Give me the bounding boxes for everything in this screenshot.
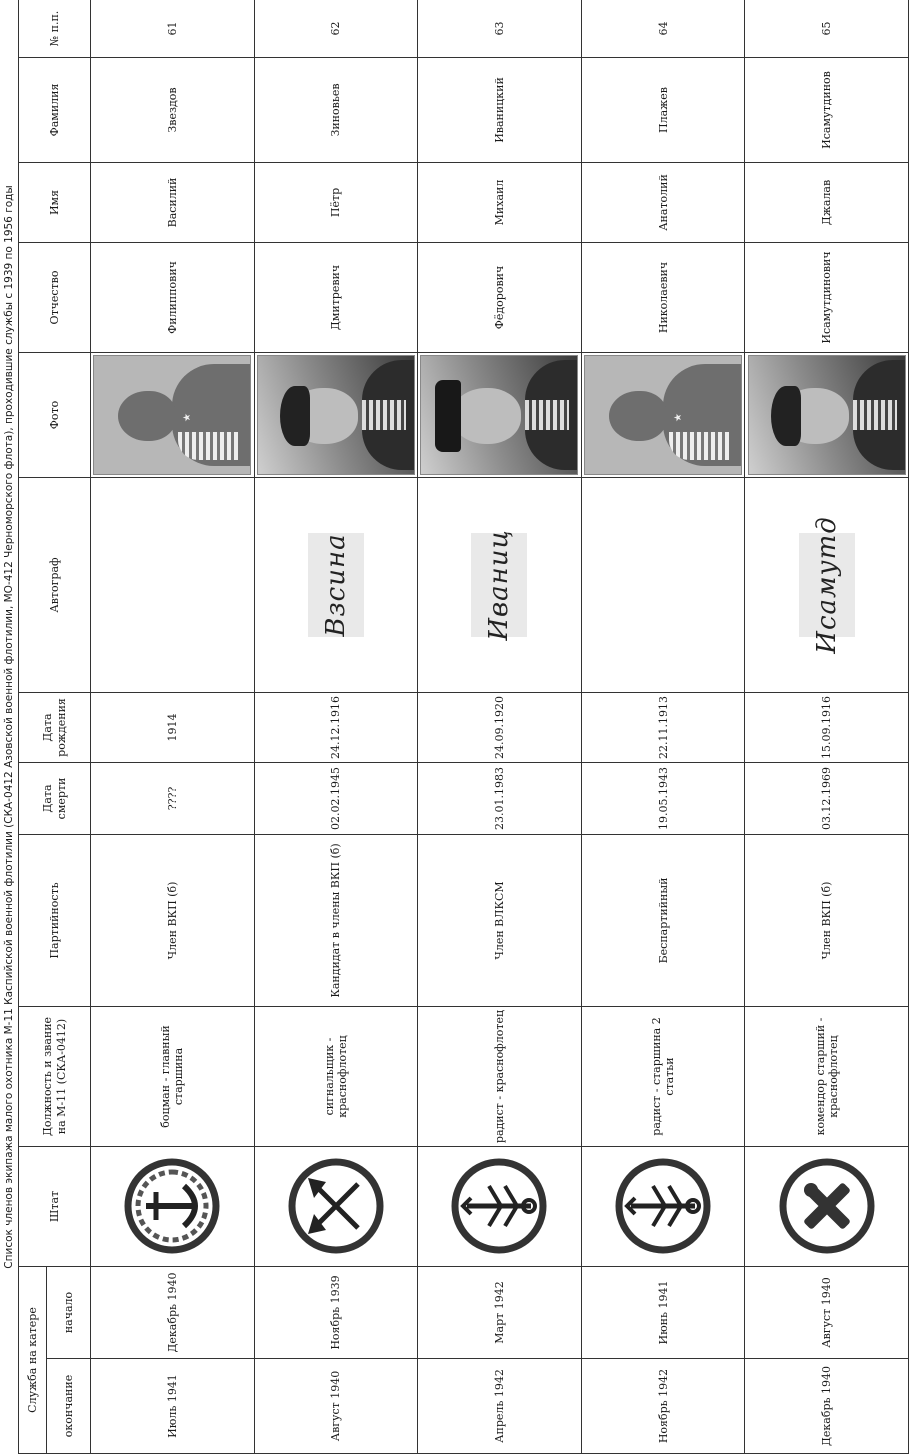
name-cell: Анатолий xyxy=(581,162,745,242)
badge-cell xyxy=(581,1146,745,1266)
placeholder-silhouette-photo: ★ xyxy=(584,355,742,475)
table-row xyxy=(418,0,582,1454)
crew-table xyxy=(18,0,909,1454)
photo-cell xyxy=(745,352,909,477)
crew-table-rotated xyxy=(18,0,909,1454)
service-start-cell: Август 1940 xyxy=(745,1266,909,1358)
document-title-strip xyxy=(0,0,18,1454)
surname-cell: Зиновьев xyxy=(254,57,418,162)
position-cell: радист - старшина 2 статьи xyxy=(581,1006,745,1146)
name-cell: Джалав xyxy=(745,162,909,242)
crew-member-photo xyxy=(748,355,906,475)
photo-cell xyxy=(254,352,418,477)
birth-date-cell: 22.11.1913 xyxy=(581,692,745,762)
autograph-cell xyxy=(581,477,745,692)
name-cell: Пётр xyxy=(254,162,418,242)
photo-wrap xyxy=(745,353,908,477)
header-service: Служба на катере xyxy=(19,1266,47,1453)
photo-wrap xyxy=(582,353,745,477)
birth-date-cell: 15.09.1916 xyxy=(745,692,909,762)
autograph-cell xyxy=(254,477,418,692)
crew-member-photo xyxy=(257,355,415,475)
death-date-cell: 23.01.1983 xyxy=(418,762,582,834)
photo-wrap xyxy=(418,353,581,477)
autograph-cell xyxy=(91,477,255,692)
header-num: № п.п. xyxy=(19,0,91,57)
party-cell: Кандидат в члены ВКП (б) xyxy=(254,834,418,1006)
photo-wrap xyxy=(255,353,418,477)
header-position: Должность и звание на М-11 (СКА-0412) xyxy=(19,1006,91,1146)
header-surname: Фамилия xyxy=(19,57,91,162)
service-end-cell: Ноябрь 1942 xyxy=(581,1359,745,1454)
photo-cell xyxy=(418,352,582,477)
party-cell: Член ВКП (б) xyxy=(91,834,255,1006)
signature-image xyxy=(471,529,527,641)
death-date-cell: 02.02.1945 xyxy=(254,762,418,834)
header-badge: Штат xyxy=(19,1146,91,1266)
document-title: Список членов экипажа малого охотника М-11 Каспийской военной флотилии (СКА-0412 Азовской военной флотилии, МО-412 Черноморского флота), проходившие службы с 1939 по 1956 годы xyxy=(3,185,15,1269)
header-name: Имя xyxy=(19,162,91,242)
gun-badge-icon xyxy=(777,1156,877,1256)
table-row xyxy=(254,0,418,1454)
row-number-cell: 64 xyxy=(581,0,745,57)
party-cell: Член ВКП (б) xyxy=(745,834,909,1006)
position-cell: сигнальщик - краснофлотец xyxy=(254,1006,418,1146)
badge-cell xyxy=(418,1146,582,1266)
crew-member-photo xyxy=(420,355,578,475)
birth-date-cell: 24.09.1920 xyxy=(418,692,582,762)
header-start: начало xyxy=(47,1266,91,1358)
name-cell: Михаил xyxy=(418,162,582,242)
photo-cell xyxy=(91,352,255,477)
signature-text: Исамутд xyxy=(811,516,842,654)
name-cell: Василий xyxy=(91,162,255,242)
service-end-cell: Июль 1941 xyxy=(91,1359,255,1454)
service-start-cell: Декабрь 1940 xyxy=(91,1266,255,1358)
service-end-cell: Август 1940 xyxy=(254,1359,418,1454)
position-cell: боцман - главный старшина xyxy=(91,1006,255,1146)
row-number-cell: 61 xyxy=(91,0,255,57)
header-end: окончание xyxy=(47,1359,91,1454)
patronymic-cell: Фёдорович xyxy=(418,242,582,352)
autograph-cell xyxy=(418,477,582,692)
header-autograph: Автограф xyxy=(19,477,91,692)
signature-text: Взсина xyxy=(320,533,351,637)
signature-image xyxy=(799,516,855,654)
death-date-cell: ???? xyxy=(91,762,255,834)
patronymic-cell: Филиппович xyxy=(91,242,255,352)
birth-date-cell: 24.12.1916 xyxy=(254,692,418,762)
surname-cell: Иваницкий xyxy=(418,57,582,162)
header-death: Дата смерти xyxy=(19,762,91,834)
party-cell: Член ВЛКСМ xyxy=(418,834,582,1006)
row-number-cell: 63 xyxy=(418,0,582,57)
anchor-chain-badge-icon xyxy=(122,1156,222,1256)
header-party: Партийность xyxy=(19,834,91,1006)
table-row xyxy=(581,0,745,1454)
row-number-cell: 65 xyxy=(745,0,909,57)
table-row xyxy=(745,0,909,1454)
patronymic-cell: Исамутдинович xyxy=(745,242,909,352)
placeholder-silhouette-photo: ★ xyxy=(93,355,251,475)
badge-cell xyxy=(745,1146,909,1266)
photo-cell xyxy=(581,352,745,477)
autograph-cell xyxy=(745,477,909,692)
header-patronymic: Отчество xyxy=(19,242,91,352)
signature-image xyxy=(308,533,364,637)
badge-cell xyxy=(254,1146,418,1266)
service-start-cell: Март 1942 xyxy=(418,1266,582,1358)
death-date-cell: 03.12.1969 xyxy=(745,762,909,834)
patronymic-cell: Николаевич xyxy=(581,242,745,352)
row-number-cell: 62 xyxy=(254,0,418,57)
death-date-cell: 19.05.1943 xyxy=(581,762,745,834)
radio-badge-icon xyxy=(449,1156,549,1256)
signal-flags-badge-icon xyxy=(286,1156,386,1256)
radio-badge-icon xyxy=(613,1156,713,1256)
party-cell: Беспартийный xyxy=(581,834,745,1006)
header-birth: Дата рождения xyxy=(19,692,91,762)
photo-wrap xyxy=(91,353,254,477)
service-end-cell: Апрель 1942 xyxy=(418,1359,582,1454)
table-row xyxy=(91,0,255,1454)
service-end-cell: Декабрь 1940 xyxy=(745,1359,909,1454)
position-cell: радист - краснофлотец xyxy=(418,1006,582,1146)
service-start-cell: Ноябрь 1939 xyxy=(254,1266,418,1358)
header-photo: Фото xyxy=(19,352,91,477)
position-cell: комендор старший - краснофлотец xyxy=(745,1006,909,1146)
surname-cell: Исамутдинов xyxy=(745,57,909,162)
signature-text: Иваниц xyxy=(484,529,515,641)
surname-cell: Плажев xyxy=(581,57,745,162)
badge-cell xyxy=(91,1146,255,1266)
birth-date-cell: 1914 xyxy=(91,692,255,762)
service-start-cell: Июнь 1941 xyxy=(581,1266,745,1358)
patronymic-cell: Дмитревич xyxy=(254,242,418,352)
surname-cell: Звездов xyxy=(91,57,255,162)
